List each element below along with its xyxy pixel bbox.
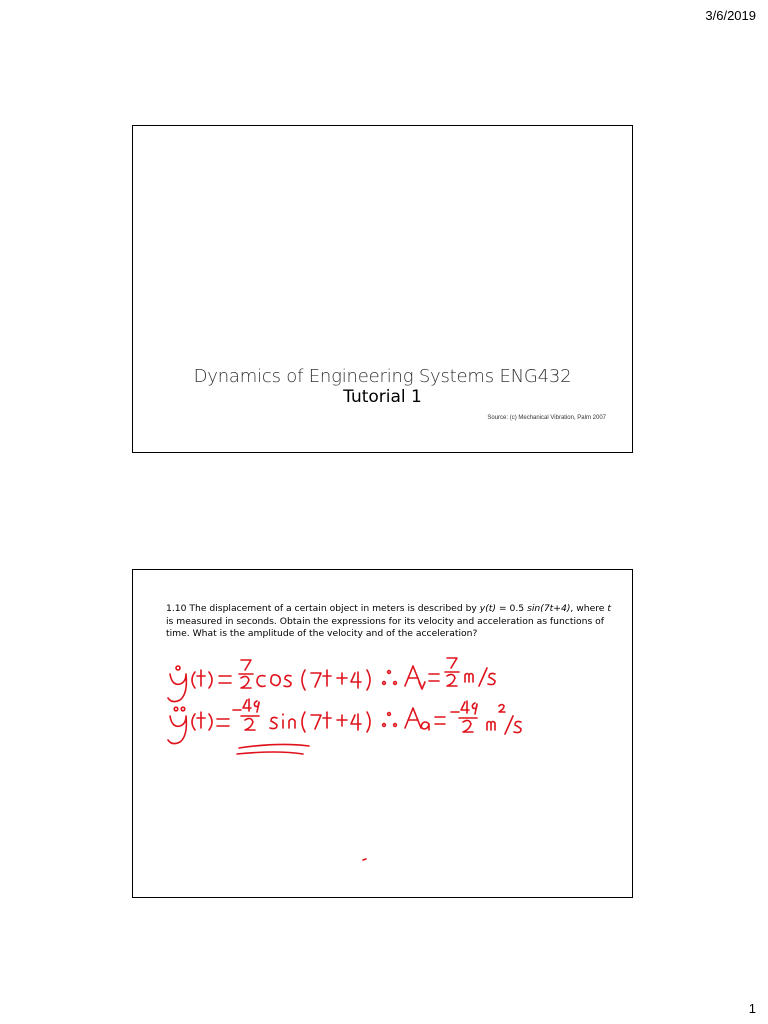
problem-t: t	[607, 603, 611, 614]
slide-title-text: Dynamics of Engineering Systems ENG432	[193, 366, 572, 387]
hw-dot	[176, 666, 180, 670]
problem-text-1: The displacement of a certain object in meters is described by	[186, 603, 480, 614]
problem-yt: y(t)	[479, 603, 496, 614]
hw-Aa	[405, 708, 429, 730]
hw-stray-mark	[363, 859, 366, 860]
slide-subtitle: Tutorial 1	[343, 387, 422, 407]
hw-dots	[174, 707, 178, 711]
slide-problem	[132, 569, 633, 898]
hw-Av	[405, 666, 425, 689]
problem-sin: sin(7t+4)	[527, 603, 571, 614]
page-date: 3/6/2019	[705, 8, 756, 23]
slide-title	[132, 125, 633, 453]
page-number: 1	[748, 1001, 756, 1016]
hw-cos	[257, 675, 291, 687]
hw-unit-ms	[465, 668, 495, 686]
problem-text-2: = 0.5	[496, 603, 528, 614]
slide-source: Source: (c) Mechanical Vibration, Palm 2007	[487, 415, 606, 421]
hw-y	[168, 674, 186, 702]
hw-sin	[270, 714, 295, 729]
hw-frac-49-2	[233, 699, 259, 730]
handwriting-line-1	[168, 658, 495, 702]
hw-unit-ms2	[487, 705, 521, 735]
problem-text-4: is measured in seconds. Obtain the expressions for its velocity and acceleration as functions of time. What is the amplitude of the velocity and of the acceleration?	[166, 615, 605, 639]
problem-number: 1.10	[166, 603, 187, 614]
hw-paren-t	[192, 670, 212, 688]
hw-argument	[302, 670, 370, 690]
hw-therefore-dot	[388, 671, 391, 674]
hw-equals	[219, 676, 231, 683]
problem-text-3: , where	[570, 603, 608, 614]
hw-underline	[237, 744, 309, 754]
handwriting-line-2	[168, 699, 521, 744]
hw-frac-7-2	[239, 660, 253, 688]
handwritten-solution	[133, 570, 634, 899]
